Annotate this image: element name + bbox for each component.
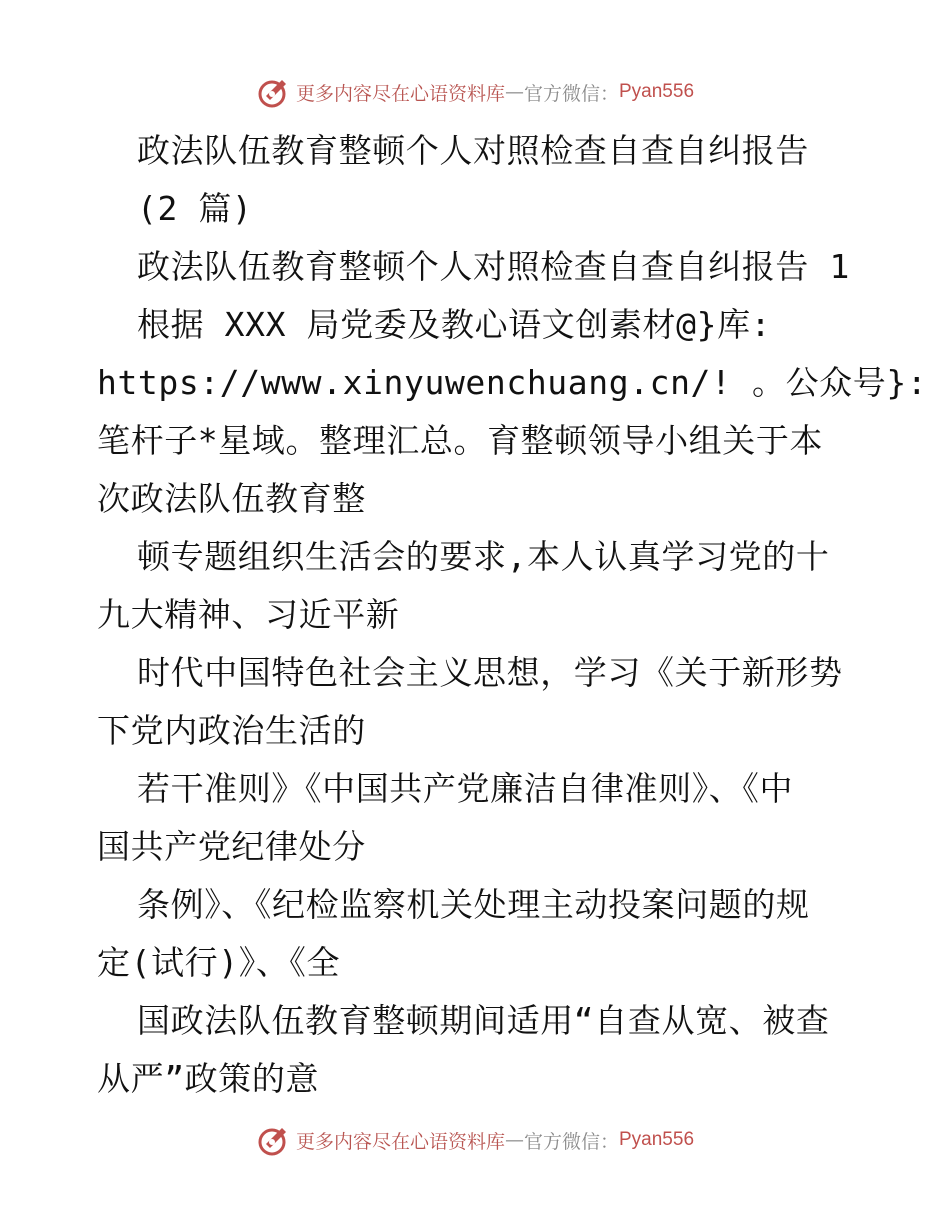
paragraph-line: 定(试行)》、《全 — [97, 943, 341, 982]
header-watermark — [0, 72, 950, 112]
paragraph-line: 若干准则》《中国共产党廉洁自律准则》、《中 — [137, 769, 794, 808]
paragraph-line: 根据 XXX 局党委及教心语文创素材@}库: — [137, 305, 772, 344]
section-heading: 政法队伍教育整顿个人对照检查自查自纠报告 1 — [137, 247, 850, 286]
banner-wechat-id: Pyan556 — [619, 81, 695, 102]
banner-separator: — — [504, 81, 524, 103]
paragraph-line: 国政法队伍教育整顿期间适用“自查从宽、被查 — [137, 1001, 830, 1040]
banner-separator: — — [504, 1129, 524, 1151]
paragraph-line: 国共产党纪律处分 — [97, 827, 366, 866]
banner-library-text: 更多内容尽在心语资料库 — [295, 1130, 505, 1153]
paragraph-line: 次政法队伍教育整 — [97, 479, 366, 518]
pen-logo-icon — [256, 74, 292, 110]
footer-watermark — [0, 1120, 950, 1160]
paragraph-line: 从严”政策的意 — [97, 1059, 320, 1098]
paragraph-line: 下党内政治生活的 — [97, 711, 366, 750]
banner-wechat-label: 官方微信： — [523, 82, 619, 105]
paragraph-line: 九大精神、习近平新 — [97, 595, 400, 634]
banner-library-text: 更多内容尽在心语资料库 — [295, 82, 505, 105]
pen-logo-icon — [256, 1122, 292, 1158]
document-body — [97, 122, 928, 1108]
paragraph-line: 笔杆子*星域。整理汇总。育整顿领导小组关于本 — [97, 421, 824, 460]
title-line-1: 政法队伍教育整顿个人对照检查自查自纠报告 — [137, 131, 809, 170]
banner-wechat-id: Pyan556 — [619, 1129, 695, 1150]
paragraph-line: https://www.xinyuwenchuang.cn/! 。公众号}: — [97, 363, 928, 402]
banner-wechat-label: 官方微信： — [523, 1130, 619, 1153]
paragraph-line: 条例》、《纪检监察机关处理主动投案问题的规 — [137, 885, 810, 924]
title-line-2: (2 篇) — [137, 189, 253, 228]
paragraph-line: 时代中国特色社会主义思想，学习《关于新形势 — [137, 653, 843, 692]
paragraph-line: 顿专题组织生活会的要求,本人认真学习党的十 — [137, 537, 830, 576]
